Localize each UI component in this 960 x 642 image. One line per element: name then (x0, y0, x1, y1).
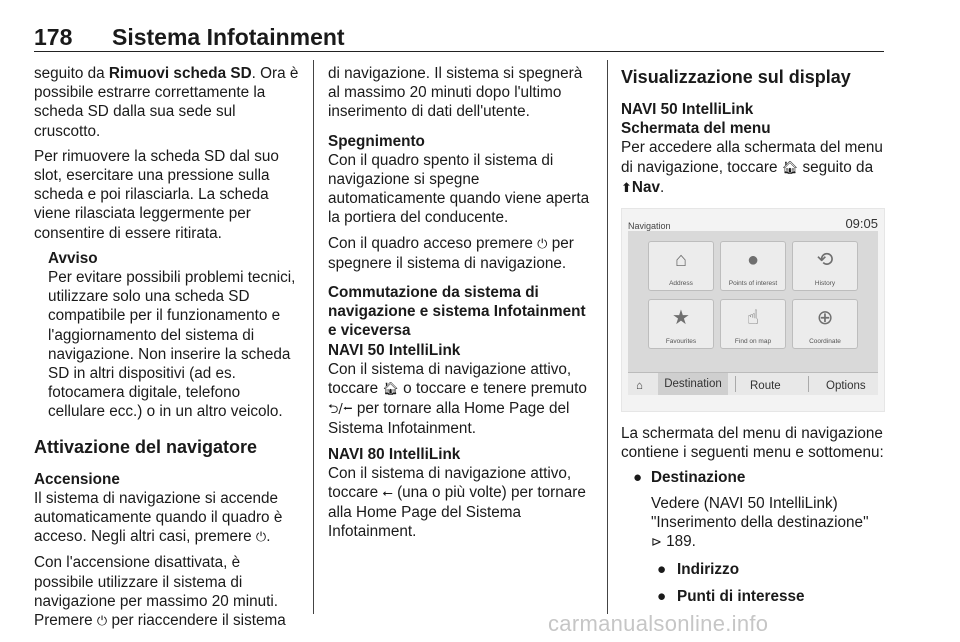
options-tab: Options (826, 380, 866, 393)
screen-clock: 09:05 (845, 216, 878, 232)
subheading: NAVI 50 IntelliLink (328, 341, 461, 359)
column-divider (607, 60, 608, 614)
home-icon: ⌂ (636, 380, 643, 393)
points-of-interest-tile: ● Points of interest (720, 241, 786, 291)
history-icon: ⟲ (816, 249, 834, 272)
list-item-text: Vedere (NAVI 50 IntelliLink) "Inserimento della destinazione" ⊳ 189. (651, 494, 869, 551)
subheading: Spegnimento (328, 132, 425, 150)
star-icon: ★ (672, 307, 690, 330)
paragraph: Con l'accensione disattivata, è possibile utilizzare il sistema di navigazione per massimo 20 minuti. Premere ⏻ per riaccendere il sistema (34, 554, 286, 630)
paragraph: seguito da Rimuovi scheda SD. Ora è possibile estrarre correttamente la scheda SD dalla sua sede sul cruscotto. (34, 65, 299, 140)
paragraph: Per accedere alla schermata del menu di navigazione, toccare 🏠︎ seguito da ⬆Nav. (621, 139, 883, 196)
route-tab: Route (750, 380, 781, 393)
screen-title-bar (628, 213, 878, 231)
poi-pin-icon: ● (746, 249, 760, 272)
paragraph: Con il sistema di navigazione attivo, toccare 🏠︎ o toccare e tenere premuto ⮌/⭠ per tornare alla Home Page del Sistema Infotainment. (328, 360, 587, 438)
destination-tab: Destination (658, 373, 728, 395)
column-divider (313, 60, 314, 614)
subheading: Commutazione da sistema di navigazione e sistema Infotainment e viceversa (328, 284, 586, 340)
back-arrow-icon: ⮌/⭠ (328, 402, 353, 418)
home-icon: 🏠︎ (781, 160, 799, 176)
paragraph: Con il sistema di navigazione attivo, toccare ⭠ (una o più volte) per tornare alla Home Page del Sistema Infotainment. (328, 464, 586, 541)
coordinate-tile: ⊕ Coordinate (792, 299, 858, 349)
paragraph: di navigazione. Il sistema si spegnerà al massimo 20 minuti dopo l'ultimo inserimento di dati dell'utente. (328, 65, 583, 121)
home-icon: ⌂ (674, 249, 688, 272)
section-heading: Visualizzazione sul display (621, 67, 851, 87)
favourites-tile: ★ Favourites (648, 299, 714, 349)
globe-icon: ⊕ (816, 307, 834, 330)
back-arrow-icon: ⭠ (382, 486, 393, 502)
power-icon: ⏻ (255, 530, 267, 546)
column-2 (328, 64, 594, 548)
running-title: Sistema Infotainment (112, 24, 345, 50)
page-ref-icon: ⊳ (651, 535, 662, 551)
paragraph: Il sistema di navigazione si accende automaticamente quando il quadro è acceso. Negli altri casi, premere ⏻. (34, 489, 283, 546)
column-1 (34, 64, 300, 637)
nav-arrow-icon: ⬆ (621, 180, 632, 196)
note-text: Per evitare possibili problemi tecnici, utilizzare solo una scheda SD compatibile per il funzionamento e l'aggiornamento del sistema di navigazione. Non inserire la scheda SD in altri dispositivi (ad es. fotocamera digitale, telefono cellulare ecc.) o in un altro veicolo. (48, 269, 296, 421)
header-rule (34, 51, 884, 52)
find-on-map-tile: ☝ Find on map (720, 299, 786, 349)
subheading: NAVI 80 IntelliLink (328, 445, 461, 463)
power-icon: ⏻ (537, 236, 548, 252)
page-number: 178 (34, 24, 73, 50)
address-tile: ⌂ Address (648, 241, 714, 291)
home-icon: 🏠︎ (382, 382, 399, 398)
screen-tab-bar (628, 372, 878, 395)
page-header (34, 20, 884, 52)
list-item: ● Destinazione (633, 469, 746, 487)
paragraph: Con il quadro acceso premere ⏻ per spegnere il sistema di navigazione. (328, 234, 574, 272)
paragraph: Per rimuovere la scheda SD dal suo slot, esercitare una pressione sulla scheda e poi rilasciarla. La scheda viene rilasciata leggermente per consentire di essere ritirata. (34, 147, 279, 242)
section-heading: Attivazione del navigatore (34, 436, 258, 457)
subheading: NAVI 50 IntelliLink (621, 101, 754, 118)
paragraph: La schermata del menu di navigazione contiene i seguenti menu e sottomenu: (621, 425, 884, 462)
subheading: Schermata del menu (621, 120, 771, 138)
watermark: carmanualsonline.info (548, 611, 769, 636)
note-box (48, 249, 300, 422)
list-item: ● Punti di interesse (657, 588, 805, 606)
note-title: Avviso (48, 249, 98, 267)
screen-body (628, 231, 878, 395)
power-icon: ⏻ (96, 614, 108, 630)
navigation-menu-screenshot (621, 208, 885, 412)
list-item: ● Indirizzo (657, 561, 740, 579)
paragraph: Con il quadro spento il sistema di navigazione si spegne automaticamente quando viene aperta la portiera del conducente. (328, 151, 590, 227)
column-3 (621, 64, 887, 615)
subheading: Accensione (34, 470, 120, 488)
history-tile: ⟲ History (792, 241, 858, 291)
hand-pointer-icon: ☝ (746, 307, 760, 330)
screen-title: Navigation (628, 221, 671, 232)
